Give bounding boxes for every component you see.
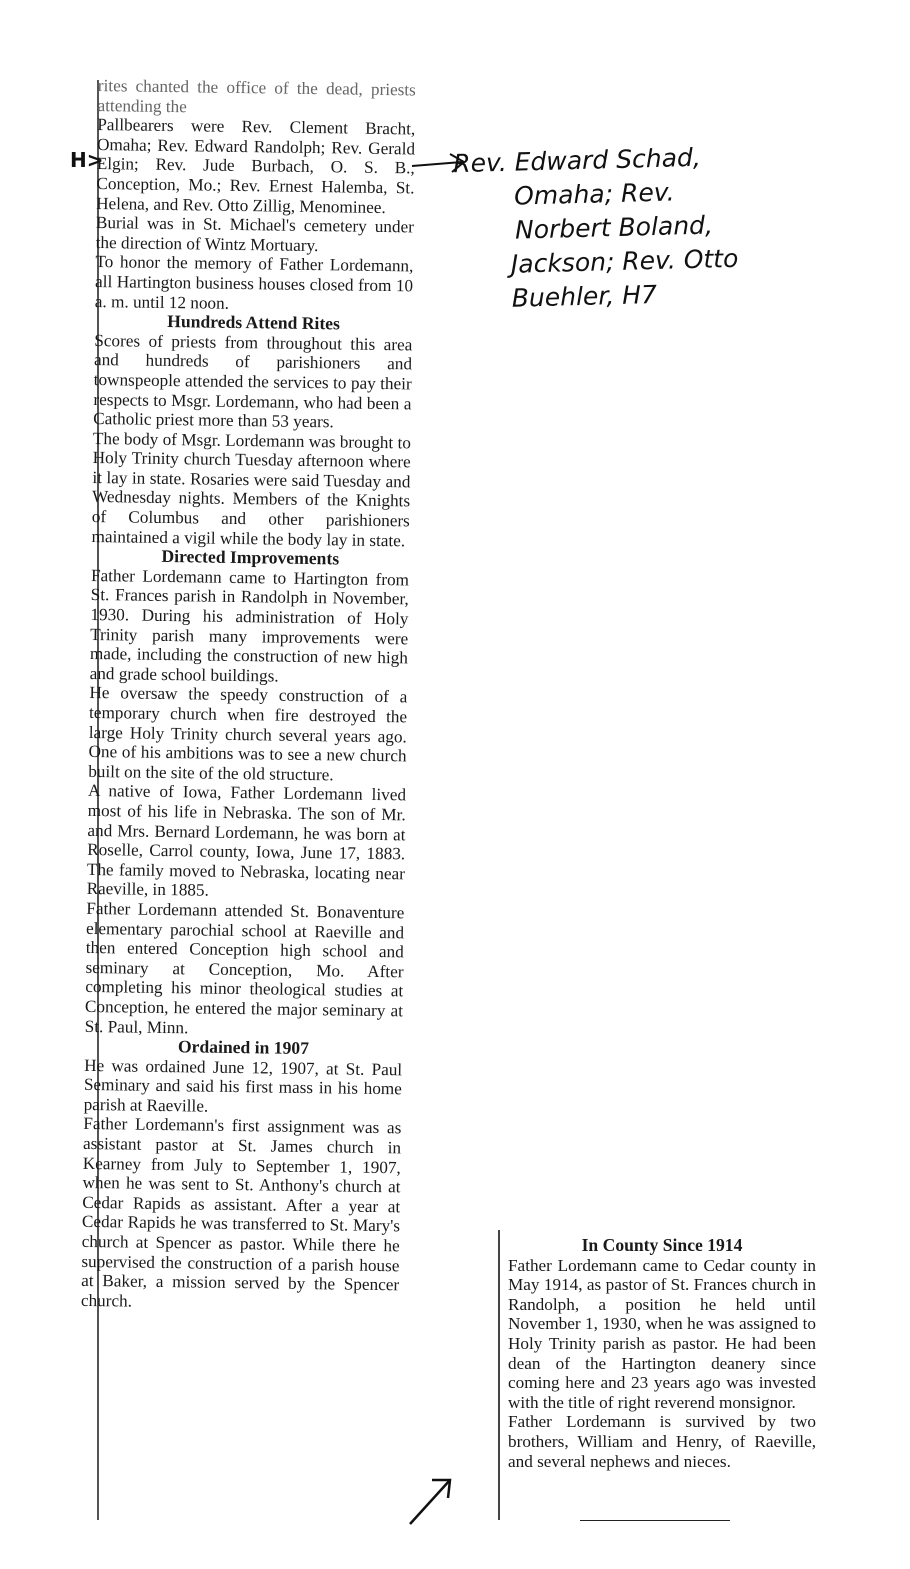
para-honor: To honor the memory of Father Lordemann, all Hartington business houses closed from 10 a. m. until 12 noon. [94, 252, 414, 313]
para-native: A native of Iowa, Father Lordemann lived most of his life in Nebraska. The son of Mr. and Mrs. Bernard Lordemann, he was born at Roselle, Carrol county, Iowa, June 17, 1883. The family moved to Nebraska, locating near Raeville, in 1885. [86, 781, 407, 900]
para-burial: Burial was in St. Michael's cemetery under the direction of Wintz Mortuary. [95, 213, 415, 255]
right-article-column [508, 1236, 816, 1471]
para-ordained: He was ordained June 12, 1907, at St. Paul Seminary and said his first mass in his home parish at Raeville. [83, 1055, 403, 1116]
main-article-column [81, 76, 416, 1315]
para-intro: rites chanted the office of the dead, priests attending the [97, 76, 416, 116]
para-body: The body of Msgr. Lordemann was brought to Holy Trinity church Tuesday afternoon where it lay in state. Rosaries were said Tuesday and Wednesday nights. Members of the Knights of Columbus and other parishioners maintained a vigil while the body lay in state. [91, 428, 412, 550]
right-column-left-rule [498, 1230, 500, 1520]
heading-county: In County Since 1914 [581, 1235, 743, 1255]
heading-rites: Hundreds Attend Rites [167, 311, 341, 334]
end-rule [580, 1520, 730, 1521]
handwritten-line-1: Rev. Edward Schad, [452, 142, 702, 179]
handwritten-line-3: Norbert Boland, [514, 210, 714, 245]
heading-ordained: Ordained in 1907 [177, 1036, 310, 1059]
handwritten-line-2: Omaha; Rev. [513, 177, 675, 211]
handwritten-line-5: Buehler, H7 [511, 279, 658, 313]
handwritten-arrow-icon [410, 148, 470, 178]
para-came: Father Lordemann came to Hartington from St. Frances parish in Randolph in November, 1930. During his administration of Holy Trinity parish many improvements were made, including the construction of new high and grade school buildings. [89, 565, 410, 686]
corner-arrow-icon [402, 1470, 462, 1530]
para-county: Father Lordemann came to Cedar county in May 1914, as pastor of St. Frances church in Randolph, a position he held until November 1, 1930, when he was assigned to Holy Trinity parish as pastor. He had been dean of the Hartington deanery since coming here and 23 years ago was invested with the title of right reverend monsignor. [508, 1255, 816, 1412]
para-assignment: Father Lordemann's first assignment was as assistant pastor at St. James church in Kearney from July to September 1, 1907, when he was sent to St. Anthony's church at Cedar Rapids as assistant. After a year at Cedar Rapids he was transferred to St. Mary's church at Spencer as pastor. While there he supervised the construction of a parish house at Baker, a mission served by the Spencer church. [80, 1114, 402, 1311]
para-attended: Father Lordemann attended St. Bonaventure elementary parochial school at Raeville and then entered Conception high school and seminary at Conception, Mo. After completing his minor theological studies at Conception, he entered the major seminary at St. Paul, Minn. [84, 898, 405, 1037]
para-scores: Scores of priests from throughout this area and hundreds of parishioners and townspeople attended the services to pay their respects to Msgr. Lordemann, who had been a Catholic priest more than 53 years. [93, 330, 413, 432]
para-survived: Father Lordemann is survived by two brothers, William and Henry, of Raeville, and several nephews and nieces. [508, 1412, 816, 1471]
para-oversaw: He oversaw the speedy construction of a temporary church when fire destroyed the large Holy Trinity church several years ago. One of his ambitions was to see a new church built on the site of the old structure. [88, 683, 408, 785]
margin-mark: H> [70, 148, 104, 172]
para-pallbearers: Pallbearers were Rev. Clement Bracht, Omaha; Rev. Edward Randolph; Rev. Gerald Elgin; Rev. Jude Burbach, O. S. B., Conception, Mo.; Rev. Ernest Halemba, St. Helena, and Rev. Otto Zillig, Menominee. [96, 115, 416, 217]
handwritten-line-4: Jackson; Rev. Otto [510, 243, 739, 279]
heading-improvements: Directed Improvements [161, 546, 340, 569]
handwritten-note [453, 137, 857, 317]
